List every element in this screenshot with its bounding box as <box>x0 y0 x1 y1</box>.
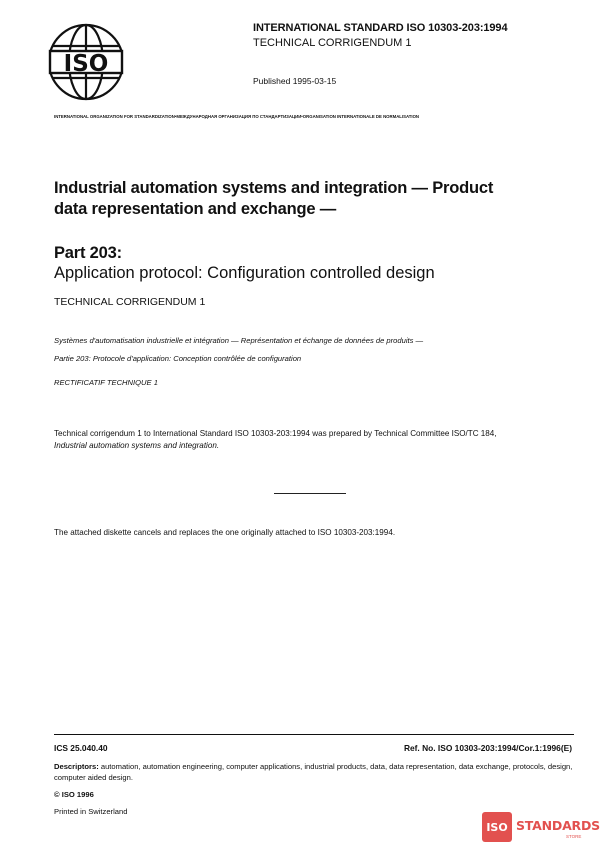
footer-rule <box>54 734 574 735</box>
reference-number: Ref. No. ISO 10303-203:1994/Cor.1:1996(E) <box>403 743 572 753</box>
document-title <box>54 178 564 220</box>
diskette-note: The attached diskette cancels and replaces the one originally attached to ISO 10303-203:1994. <box>54 528 396 537</box>
organization-line: INTERNATIONAL ORGANIZATION FOR STANDARDIZATION•МЕЖДУНАРОДНАЯ ОРГАНИЗАЦИЯ ПО СТАНДАРТИЗАЦИИ•ORGANISATION INTERNATIONALE DE NORMALISATION <box>54 114 420 119</box>
descriptors-label: Descriptors: <box>54 762 99 771</box>
descriptors-text: automation, automation engineering, computer applications, industrial products, data, data representation, data exchange, protocols, design, computer aided design. <box>54 762 573 782</box>
french-title: Systèmes d'automatisation industrielle et intégration — Représentation et échange de données de produits — <box>54 336 424 345</box>
title-line-2: data representation and exchange — <box>54 200 337 218</box>
body-paragraph <box>54 428 574 452</box>
iso-logo <box>46 22 126 102</box>
descriptors <box>54 762 574 783</box>
watermark-sub: STORE <box>566 834 582 839</box>
french-part-title: Partie 203: Protocole d'application: Conception contrôlée de configuration <box>54 354 302 363</box>
body-committee: Industrial automation systems and integration. <box>54 441 220 450</box>
standard-number: INTERNATIONAL STANDARD ISO 10303-203:1994 <box>253 22 508 34</box>
ics-code: ICS 25.040.40 <box>54 743 108 753</box>
body-text: Technical corrigendum 1 to International Standard ISO 10303-203:1994 was prepared by Technical Committee ISO/TC 184, <box>54 429 497 438</box>
title-line-1: Industrial automation systems and integration — Product <box>54 179 494 197</box>
copyright: © ISO 1996 <box>54 790 94 799</box>
separator-rule <box>274 493 346 494</box>
corrigendum-label: TECHNICAL CORRIGENDUM 1 <box>54 296 206 308</box>
standards-store-watermark <box>482 812 600 842</box>
iso-logo-text: ISO <box>63 51 109 77</box>
watermark-iso-text: ISO <box>486 821 508 834</box>
published-date: Published 1995-03-15 <box>253 76 337 86</box>
watermark-text: STANDARDS <box>516 818 600 833</box>
printed-in: Printed in Switzerland <box>54 807 128 816</box>
part-number: Part 203: <box>54 244 122 262</box>
french-corrigendum: RECTIFICATIF TECHNIQUE 1 <box>54 378 158 387</box>
corrigendum-header: TECHNICAL CORRIGENDUM 1 <box>253 37 412 49</box>
part-title: Application protocol: Configuration controlled design <box>54 264 435 282</box>
